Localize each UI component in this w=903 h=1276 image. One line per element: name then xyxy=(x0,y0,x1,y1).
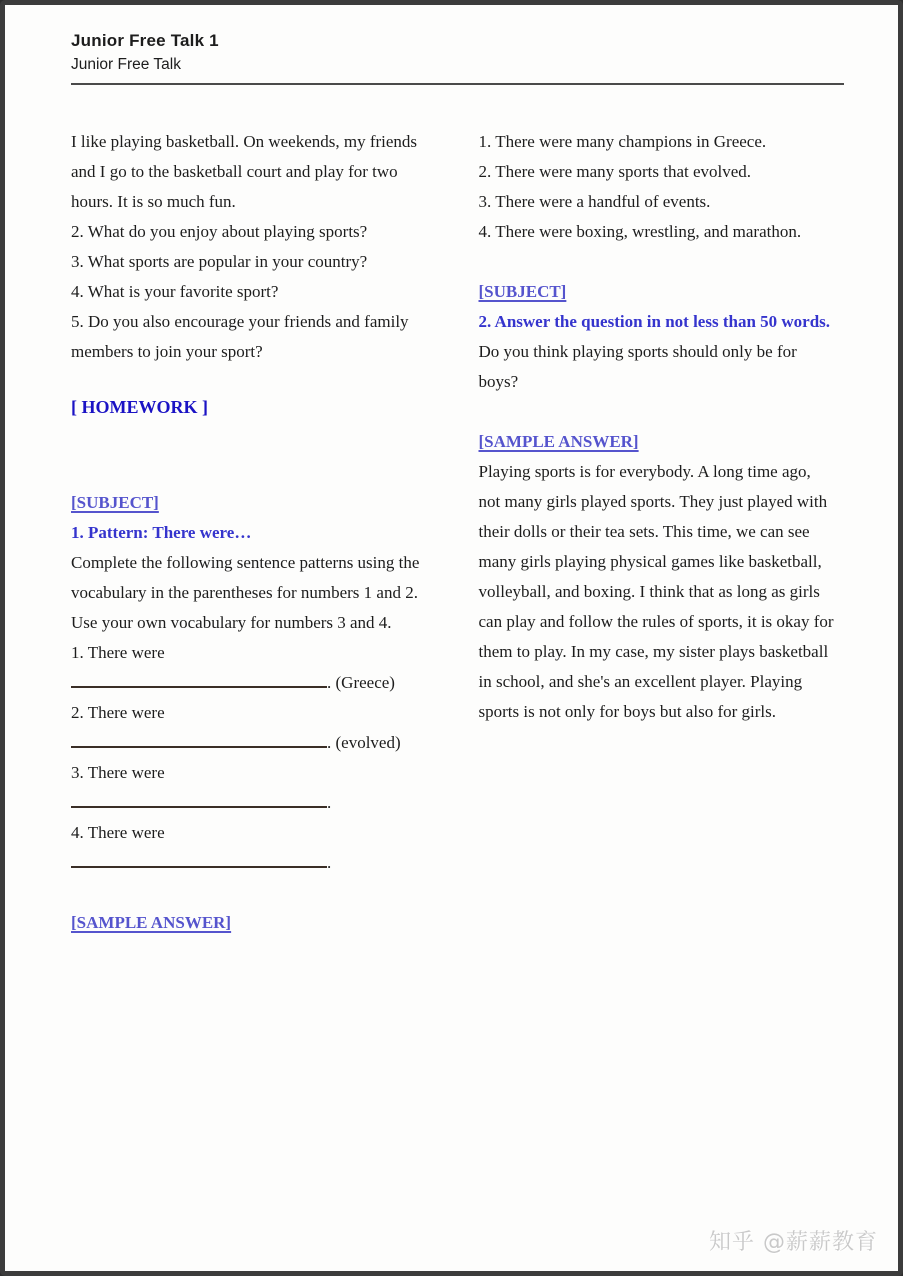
zhihu-watermark: 知乎 @薪薪教育 xyxy=(709,1230,878,1255)
two-column-body xyxy=(71,127,834,938)
sample-answer-link[interactable]: [SAMPLE ANSWER] xyxy=(478,432,639,452)
subject-link-right-wrap xyxy=(479,277,835,307)
fill-blank-line xyxy=(71,728,427,758)
question-heading: 2. Answer the question in not less than 50 words. xyxy=(478,312,831,332)
left-column xyxy=(71,127,427,938)
fill-item-1 xyxy=(71,638,427,698)
question-2: 2. What do you enjoy about playing sports? xyxy=(71,222,368,242)
fill-suffix: . xyxy=(327,853,332,873)
sample-answer-link-left-wrap xyxy=(71,908,427,938)
question-text: Do you think playing sports should only be for boys? xyxy=(478,342,797,392)
answer-blank[interactable] xyxy=(71,791,327,808)
sample-answer-paragraph: Playing sports is for everybody. A long time ago, not many girls played sports. They just played with their dolls or their tea sets. This time, we can see many girls playing physical games like basketball, volleyball, and boxing. I think that as long as girls can play and follow the rules of sports, it is okay for them to play. In my case, my sister plays basketball in school, and she's an excellent player. Playing sports is not only for boys but also for girls. xyxy=(478,462,834,722)
pattern-answer-1: 1. There were many champions in Greece. xyxy=(478,132,767,152)
header-divider xyxy=(71,83,844,85)
question-5: 5. Do you also encourage your friends and family members to join your sport? xyxy=(71,312,409,362)
pattern-instructions: Complete the following sentence patterns using the vocabulary in the parentheses for numbers 1 and 2. Use your own vocabulary for numbers 3 and 4. xyxy=(71,553,420,633)
answer-blank[interactable] xyxy=(71,671,327,688)
fill-item-3 xyxy=(71,758,427,818)
fill-suffix: . (Greece) xyxy=(327,673,395,693)
fill-blank-line xyxy=(71,848,427,878)
fill-blank-line xyxy=(71,668,427,698)
fill-prompt: 3. There were xyxy=(71,763,165,783)
document-header xyxy=(71,31,834,85)
fill-item-4 xyxy=(71,818,427,878)
fill-prompt: 4. There were xyxy=(71,823,165,843)
subject-link[interactable]: [SUBJECT] xyxy=(71,493,159,513)
pattern-heading: 1. Pattern: There were… xyxy=(71,523,252,543)
fill-prompt: 2. There were xyxy=(71,703,165,723)
pattern-answer-3: 3. There were a handful of events. xyxy=(478,192,711,212)
page-subtitle: Junior Free Talk xyxy=(71,55,181,73)
pattern-answer-4: 4. There were boxing, wrestling, and marathon. xyxy=(478,222,802,242)
sample-answer-link-right-wrap xyxy=(479,427,835,457)
fill-item-2 xyxy=(71,698,427,758)
fill-prompt: 1. There were xyxy=(71,643,165,663)
subject-link[interactable]: [SUBJECT] xyxy=(478,282,567,302)
intro-paragraph: I like playing basketball. On weekends, my friends and I go to the basketball court and play for two hours. It is so much fun. xyxy=(71,132,418,212)
answer-blank[interactable] xyxy=(71,731,327,748)
answer-blank[interactable] xyxy=(71,851,327,868)
pattern-answer-2: 2. There were many sports that evolved. xyxy=(478,162,752,182)
question-4: 4. What is your favorite sport? xyxy=(71,282,279,302)
fill-suffix: . xyxy=(327,793,332,813)
sample-answer-link[interactable]: [SAMPLE ANSWER] xyxy=(71,913,232,933)
subject-link-left xyxy=(71,488,427,518)
question-3: 3. What sports are popular in your country? xyxy=(71,252,368,272)
page-title: Junior Free Talk 1 xyxy=(71,31,219,50)
right-column xyxy=(479,127,835,938)
fill-suffix: . (evolved) xyxy=(327,733,401,753)
homework-heading: [ HOMEWORK ] xyxy=(71,397,208,418)
fill-blank-line xyxy=(71,788,427,818)
